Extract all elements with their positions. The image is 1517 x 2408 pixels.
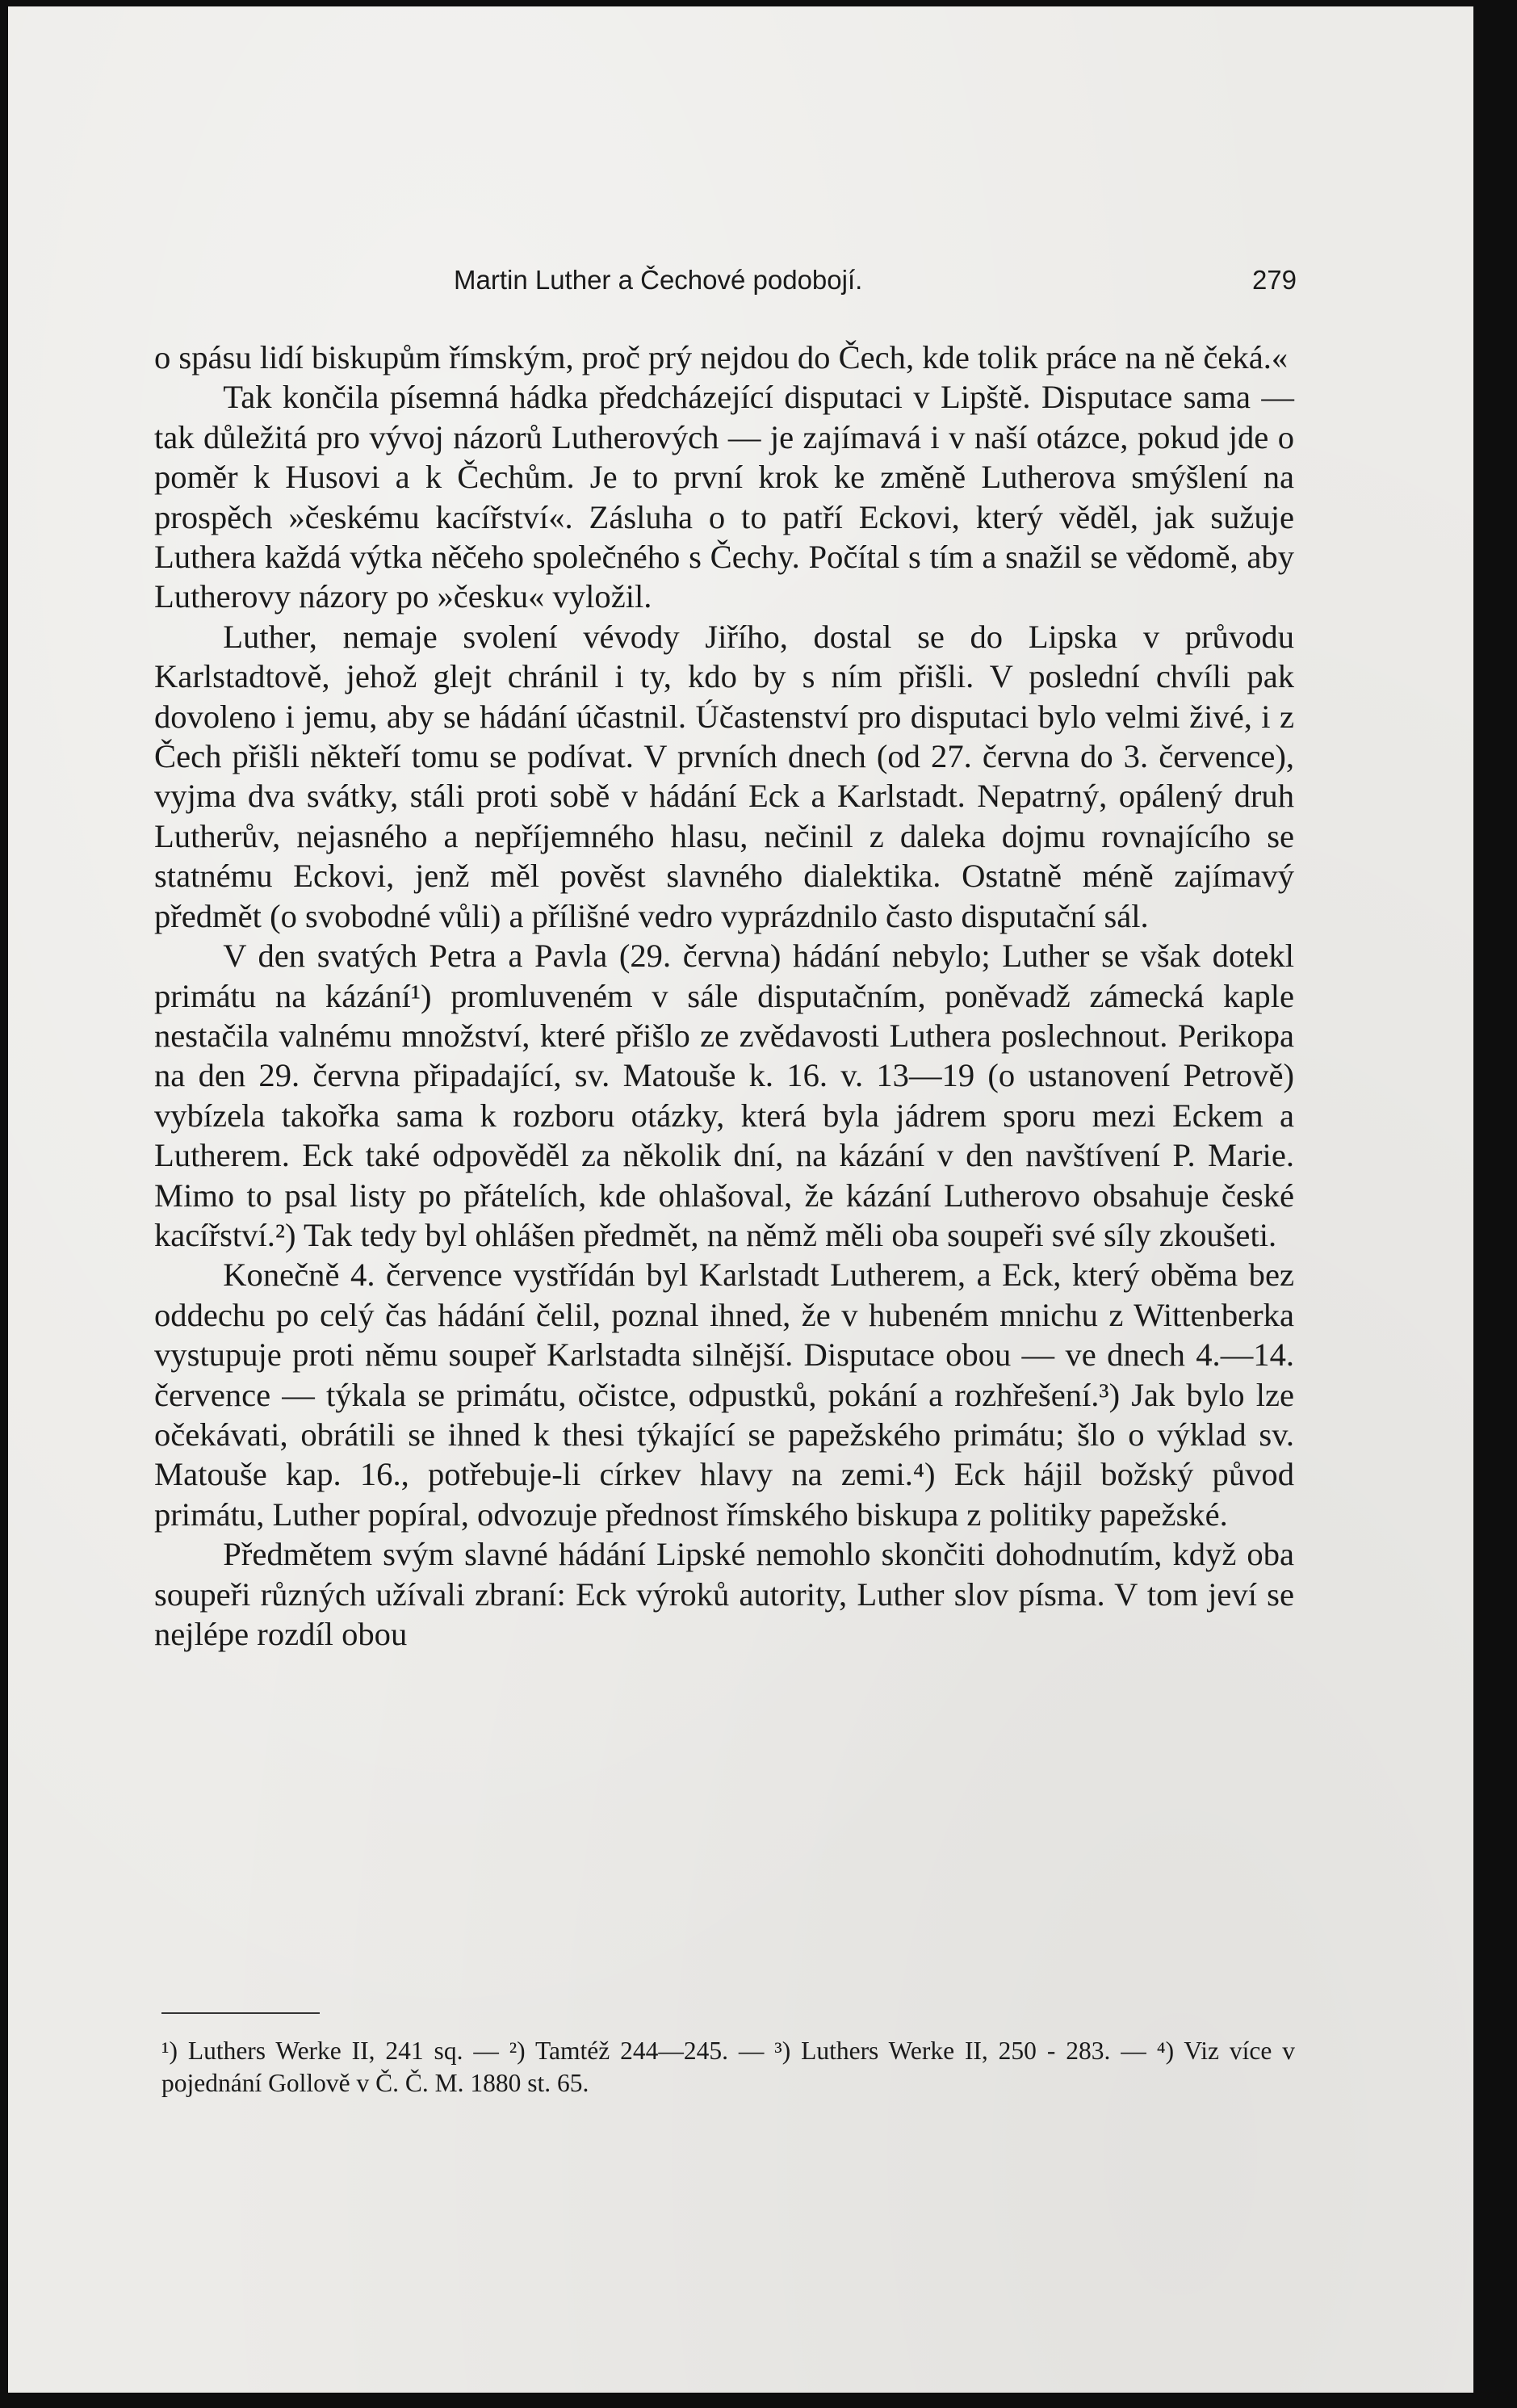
body-text [154,338,1294,1654]
page-number: 279 [1251,265,1297,295]
page-header [161,258,1297,307]
footnote-divider [161,2012,320,2014]
paragraph-continued: o spásu lidí biskupům římským, proč prý nejdou do Čech, kde tolik práce na ně čeká.« [154,339,1289,375]
running-title: Martin Luther a Čechové podobojí. [454,265,863,295]
paragraph: V den svatých Petra a Pavla (29. června) hádání nebylo; Luther se však dotekl primátu na kázání¹) promluveném v sále disputačním, poněvadž zámecká kaple nestačila valnému množství, které přišlo ze zvědavosti Luthera poslechnout. Perikopa na den 29. června připadající, sv. Matouše k. 16. v. 13—19 (o ustanovení Petrově) vybízela takořka sama k rozboru otázky, která byla jádrem sporu mezi Eckem a Lutherem. Eck také odpověděl za několik dní, na kázání v den navštívení P. Marie. Mimo to psal listy po přátelích, kde ohlašoval, že kázání Lutherovo obsahuje české kacířství.²) Tak tedy byl ohlášen předmět, na němž měli oba soupeři své síly zkoušeti. [154,938,1294,1253]
paragraph: Tak končila písemná hádka předcházející disputaci v Lipště. Disputace sama — tak důležitá pro vývoj názorů Lutherových — je zajímavá i v naší otázce, pokud jde o poměr k Husovi a k Čechům. Je to první krok ke změně Lutherova smýšlení na prospěch »českému kacířství«. Zásluha o to patří Eckovi, který věděl, jak sužuje Luthera každá výtka něčeho společného s Čechy. Počítal s tím a snažil se vědomě, aby Lutherovy názory po »česku« vyložil. [154,379,1294,615]
paragraph: Konečně 4. července vystřídán byl Karlstadt Lutherem, a Eck, který oběma bez oddechu po celý čas hádání čelil, poznal ihned, že v hubeném mnichu z Wittenberka vystupuje proti němu soupeř Karlstadta silnější. Disputace obou — ve dnech 4.—14. července — týkala se primátu, očistce, odpustků, pokání a rozhřešení.³) Jak bylo lze očekávati, obrátili se ihned k thesi týkající se papežského primátu; šlo o výklad sv. Matouše kap. 16., potřebuje-li církev hlavy na zemi.⁴) Eck hájil božský původ primátu, Luther popíral, odvozuje přednost římského biskupa z politiky papežské. [154,1256,1294,1533]
book-page [8,6,1473,2393]
footnotes: ¹) Luthers Werke II, 241 sq. — ²) Tamtéž 244—245. — ³) Luthers Werke II, 250 - 283. — ⁴) Viz více v pojednání Gollově v Č. Č. M. 1880 st. 65. [161,2037,1295,2097]
paragraph: Luther, nemaje svolení vévody Jiřího, dostal se do Lipska v průvodu Karlstadtově, jehož glejt chránil i ty, kdo by s ním přišli. V poslední chvíli pak dovoleno i jemu, aby se hádání účastnil. Účastenství pro disputaci bylo velmi živé, i z Čech přišli někteří tomu se podívat. V prvních dnech (od 27. června do 3. července), vyjma dva svátky, stáli proti sobě v hádání Eck a Karlstadt. Nepatrný, opálený druh Lutherův, nejasného a nepříjemného hlasu, nečinil z daleka dojmu rovnajícího se statnému Eckovi, jenž měl pověst slavného dialektika. Ostatně méně zajímavý předmět (o svobodné vůli) a přílišné vedro vyprázdnilo často disputační sál. [154,618,1294,934]
paragraph: Předmětem svým slavné hádání Lipské nemohlo skončiti dohodnutím, když oba soupeři různých užívali zbraní: Eck výroků autority, Luther slov písma. V tom jeví se nejlépe rozdíl obou [154,1536,1294,1652]
